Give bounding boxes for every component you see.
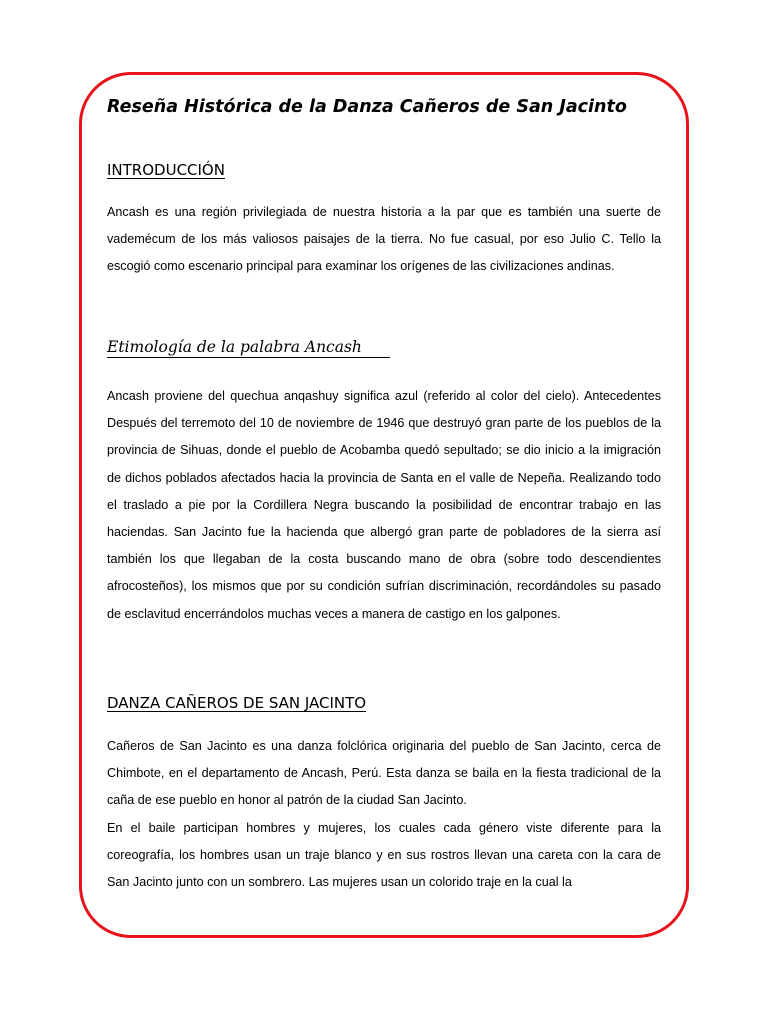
document-title: Reseña Histórica de la Danza Cañeros de San Jacinto — [107, 97, 627, 117]
heading-etimologia: Etimología de la palabra Ancash — [107, 338, 390, 358]
heading-danza-caneros: DANZA CAÑEROS DE SAN JACINTO — [107, 694, 367, 712]
paragraph-introduccion: Ancash es una región privilegiada de nuestra historia a la par que es también una suerte de vademécum de los más valiosos paisajes de la tierra. No fue casual, por eso Julio C. Tello la escogió como escenario principal para examinar los orígenes de las civilizaciones andinas. — [107, 205, 661, 274]
heading-introduccion: INTRODUCCIÓN — [107, 161, 225, 179]
paragraph-danza-origen: Cañeros de San Jacinto es una danza folclórica originaria del pueblo de San Jacinto, cerca de Chimbote, en el departamento de Ancash, Perú. Esta danza se baila en la fiesta tradicional de la caña de ese pueblo en honor al patrón de la ciudad San Jacinto. — [107, 739, 661, 808]
paragraph-etimologia: Ancash proviene del quechua anqashuy significa azul (referido al color del cielo). Antecedentes Después del terremoto del 10 de noviembre de 1946 que destruyó gran parte de los pueblos de la provincia de Sihuas, donde el pueblo de Acobamba quedó sepultado; se dio inicio a la imigración de dichos poblados afectados hacia la provincia de Santa en el valle de Nepeña. Realizando todo el traslado a pie por la Cordillera Negra buscando la posibilidad de encontrar trabajo en las haciendas. San Jacinto fue la hacienda que albergó gran parte de pobladores de la sierra así también los que llegaban de la costa buscando mano de obra (sobre todo descendientes afrocosteños), los mismos que por su condición sufrían discriminación, recordándoles su pasado de esclavitud encerrándolos muchas veces a manera de castigo en los galpones. — [107, 389, 661, 621]
paragraph-danza-vestimenta: En el baile participan hombres y mujeres, los cuales cada género viste diferente para la coreografía, los hombres usan un traje blanco y en sus rostros llevan una careta con la cara de San Jacinto junto con un sombrero. Las mujeres usan un colorido traje en la cual la — [107, 821, 661, 890]
